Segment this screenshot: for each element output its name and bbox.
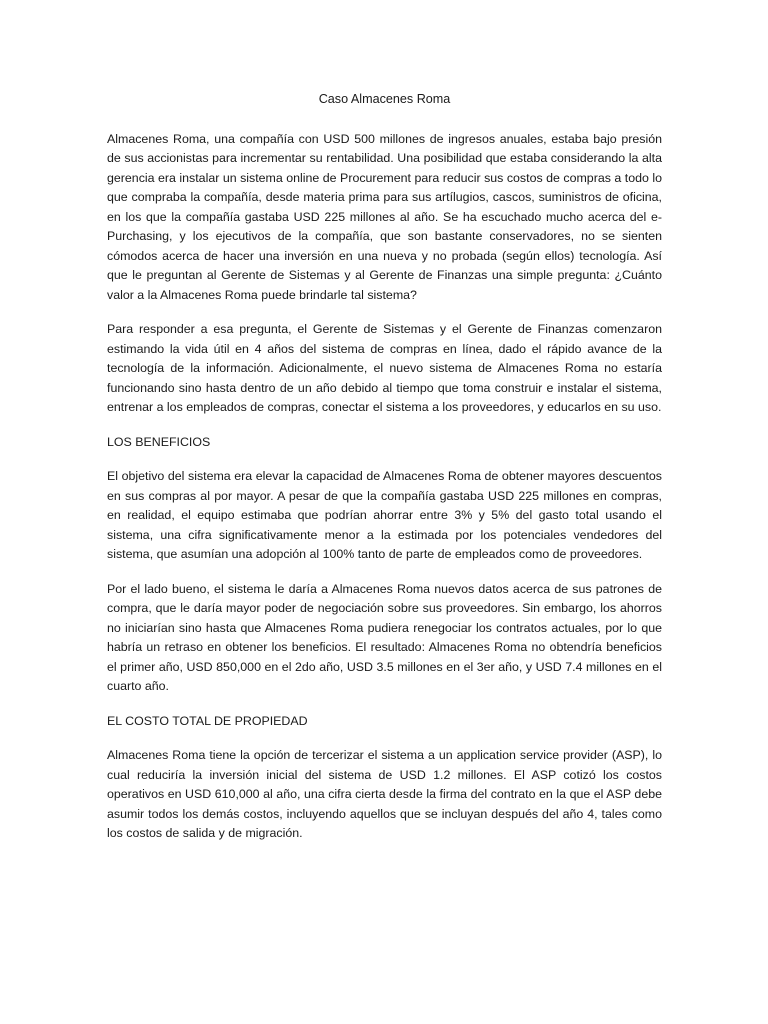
heading-beneficios: LOS BENEFICIOS [107, 434, 211, 449]
heading-costo-total: EL COSTO TOTAL DE PROPIEDAD [107, 713, 308, 728]
paragraph-intro: Almacenes Roma, una compañía con USD 500 millones de ingresos anuales, estaba bajo presión de sus accionistas para incrementar su rentabilidad. Una posibilidad que estaba considerando la alta gerencia era instalar un sistema online de Procurement para reducir sus costos de compras a todo lo que compraba la compañía, desde materia prima para sus artílugios, cascos, suministros de oficina, en los que la compañía gastaba USD 225 millones al año. Se ha escuchado mucho acerca del e-Purchasing, y los ejecutivos de la compañía, que son bastante conservadores, no se sienten cómodos acerca de hacer una inversión en una nueva y no probada (según ellos) tecnología. Así que le preguntan al Gerente de Sistemas y al Gerente de Finanzas una simple pregunta: ¿Cuánto valor a la Almacenes Roma puede brindarle tal sistema? [107, 131, 662, 302]
paragraph-lado-bueno: Por el lado bueno, el sistema le daría a Almacenes Roma nuevos datos acerca de sus patrones de compra, que le daría mayor poder de negociación sobre sus proveedores. Sin embargo, los ahorros no iniciarían sino hasta que Almacenes Roma pudiera renegociar los contratos actuales, por lo que habría un retraso en obtener los beneficios. El resultado: Almacenes Roma no obtendría beneficios el primer año, USD 850,000 en el 2do año, USD 3.5 millones en el 3er año, y USD 7.4 millones en el cuarto año. [107, 581, 662, 693]
document-page [107, 90, 662, 859]
paragraph-asp: Almacenes Roma tiene la opción de tercerizar el sistema a un application service provider (ASP), lo cual reduciría la inversión inicial del sistema de USD 1.2 millones. El ASP cotizó los costos operativos en USD 610,000 al año, una cifra cierta desde la firma del contrato en la que el ASP debe asumir todos los demás costos, incluyendo aquellos que se incluyan después del año 4, tales como los costos de salida y de migración. [107, 748, 662, 840]
paragraph-vida-util: Para responder a esa pregunta, el Gerente de Sistemas y el Gerente de Finanzas comenzaron estimando la vida útil en 4 años del sistema de compras en línea, dado el rápido avance de la tecnología de la información. Adicionalmente, el nuevo sistema de Almacenes Roma no estaría funcionando sino hasta dentro de un año debido al tiempo que toma construir e instalar el sistema, entrenar a los empleados de compras, conectar el sistema a los proveedores, y educarlos en su uso. [107, 322, 662, 414]
paragraph-objetivo: El objetivo del sistema era elevar la capacidad de Almacenes Roma de obtener mayores descuentos en sus compras al por mayor. A pesar de que la compañía gastaba USD 225 millones en compras, en realidad, el equipo estimaba que podrían ahorrar entre 3% y 5% del gasto total usando el sistema, una cifra significativamente menor a la estimada por los potenciales vendedores del sistema, que asumían una adopción al 100% tanto de parte de empleados como de proveedores. [107, 469, 662, 561]
document-title: Caso Almacenes Roma [318, 92, 451, 106]
